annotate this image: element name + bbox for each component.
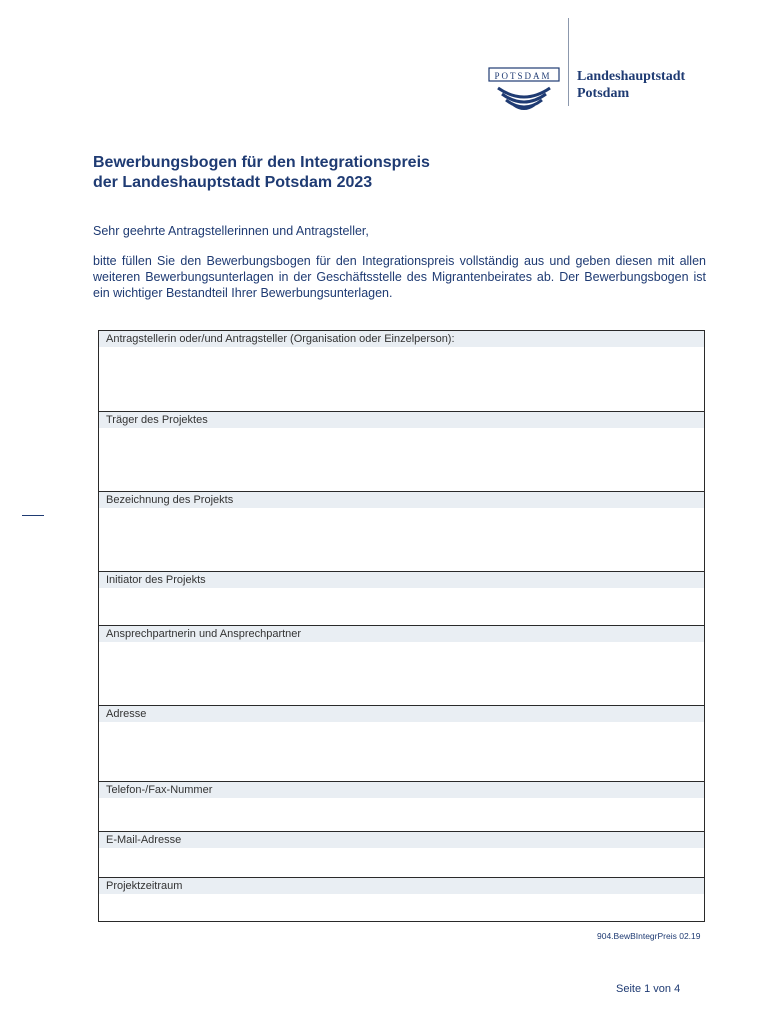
logo-city-name bbox=[577, 68, 685, 102]
form-row-phone-fax[interactable] bbox=[99, 781, 704, 832]
form-label-contact-person: Ansprechpartnerin und Ansprechpartner bbox=[99, 626, 704, 642]
form-label-phone-fax: Telefon-/Fax-Nummer bbox=[99, 782, 704, 798]
form-row-address[interactable] bbox=[99, 705, 704, 782]
document-title-line2: der Landeshauptstadt Potsdam 2023 bbox=[93, 174, 373, 191]
fold-mark bbox=[22, 515, 44, 516]
form-row-contact-person[interactable] bbox=[99, 625, 704, 706]
form-row-applicant[interactable] bbox=[99, 331, 704, 411]
form-reference-code: 904.BewBIntegrPreis 02.19 bbox=[597, 931, 701, 941]
form-row-project-period[interactable] bbox=[99, 877, 704, 922]
application-form-table bbox=[98, 330, 705, 922]
document-title-line1: Bewerbungsbogen für den Integrationspreis bbox=[93, 154, 430, 171]
emblem-wordmark: POTSDAM bbox=[494, 71, 552, 81]
form-label-initiator: Initiator des Projekts bbox=[99, 572, 704, 588]
form-label-applicant: Antragstellerin oder/und Antragsteller (Organisation oder Einzelperson): bbox=[99, 331, 704, 347]
greeting-text: Sehr geehrte Antragstellerinnen und Antragsteller, bbox=[93, 224, 369, 238]
form-label-project-period: Projektzeitraum bbox=[99, 878, 704, 894]
form-row-initiator[interactable] bbox=[99, 571, 704, 626]
form-label-sponsor: Träger des Projektes bbox=[99, 412, 704, 428]
form-label-email: E-Mail-Adresse bbox=[99, 832, 704, 848]
city-logo bbox=[488, 18, 728, 128]
form-label-address: Adresse bbox=[99, 706, 704, 722]
form-row-sponsor[interactable] bbox=[99, 411, 704, 492]
page-number: Seite 1 von 4 bbox=[616, 983, 681, 995]
document-title bbox=[93, 153, 430, 193]
logo-divider bbox=[568, 18, 569, 106]
logo-city-line2: Potsdam bbox=[577, 86, 630, 101]
form-row-project-name[interactable] bbox=[99, 491, 704, 572]
logo-city-line1: Landeshauptstadt bbox=[577, 69, 686, 84]
form-label-project-name: Bezeichnung des Projekts bbox=[99, 492, 704, 508]
form-row-email[interactable] bbox=[99, 831, 704, 878]
intro-paragraph: bitte füllen Sie den Bewerbungsbogen für den Integrationspreis vollständig aus und geben diesen mit allen weiteren Bewerbungsunterlagen in der Geschäftsstelle des Migrantenbeirates ab. Der Bewerbungsbogen ist ein wichtiger Bestandteil Ihrer Bewerbungsunterlagen. bbox=[93, 254, 706, 300]
